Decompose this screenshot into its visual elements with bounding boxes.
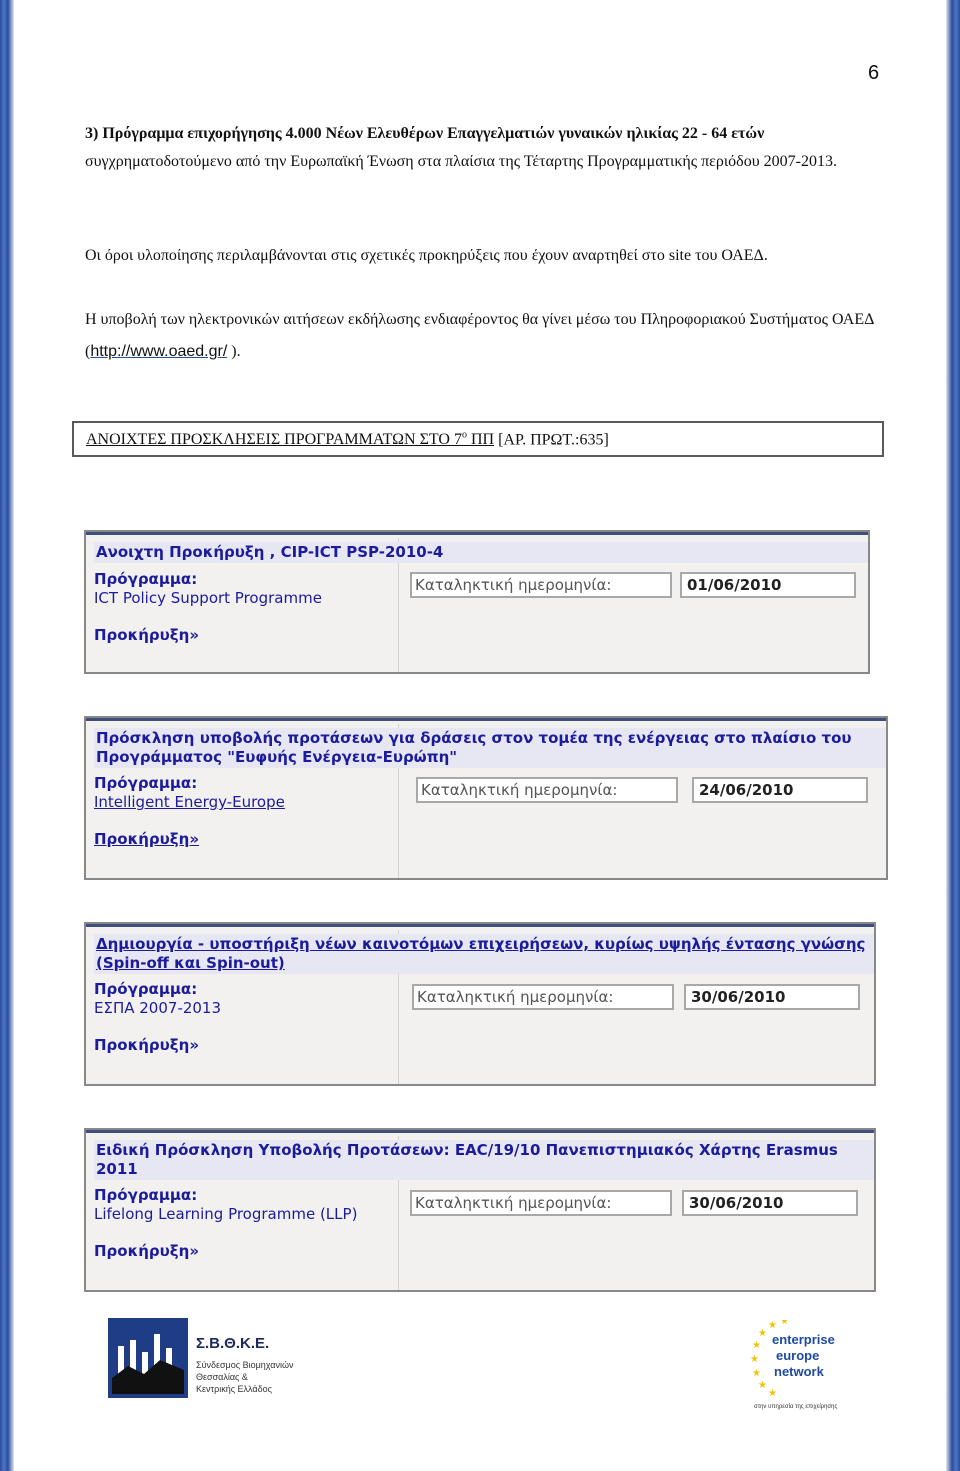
program-name: ICT Policy Support Programme	[94, 589, 322, 607]
program-label: Πρόγραμμα:	[94, 1186, 198, 1204]
program-label: Πρόγραμμα:	[94, 980, 198, 998]
page-number: 6	[868, 62, 880, 84]
oaed-link[interactable]: http://www.oaed.gr/	[90, 343, 228, 360]
svg-text:★: ★	[768, 1320, 777, 1331]
heading-main	[86, 431, 494, 448]
heading-sup: ο	[461, 430, 467, 441]
call-title: Ανοιχτη Προκήρυξη , CIP-ICT PSP-2010-4	[94, 542, 868, 563]
een-line3: network	[774, 1364, 824, 1379]
right-edge-border	[946, 0, 960, 1471]
program-name[interactable]: Intelligent Energy-Europe	[94, 793, 285, 811]
deadline-value: 30/06/2010	[682, 1190, 858, 1216]
call-link[interactable]: Προκήρυξη»	[94, 626, 200, 644]
svbke-line3: Κεντρικής Ελλάδος	[196, 1384, 272, 1394]
deadline-label: Καταληκτική ημερομηνία:	[410, 572, 672, 598]
program-name: Lifelong Learning Programme (LLP)	[94, 1205, 358, 1223]
deadline-label: Καταληκτική ημερομηνία:	[416, 777, 678, 803]
svg-text:★: ★	[758, 1380, 767, 1391]
open-calls-heading	[86, 430, 609, 449]
een-stars-icon	[750, 1320, 846, 1412]
een-line1: enterprise	[772, 1332, 835, 1347]
deadline-label: Καταληκτική ημερομηνία:	[412, 984, 674, 1010]
svg-text:★: ★	[780, 1320, 789, 1327]
left-edge-border	[0, 0, 14, 1471]
een-tagline: στην υπηρεσία της επιχείρησης	[754, 1404, 838, 1410]
svbke-line1: Σύνδεσμος Βιομηχανιών	[196, 1360, 294, 1370]
svg-text:★: ★	[768, 1388, 777, 1399]
svg-text:★: ★	[758, 1328, 767, 1339]
svg-text:★: ★	[752, 1340, 761, 1351]
paragraph-submission	[85, 304, 875, 368]
een-logo	[750, 1320, 846, 1412]
program-name: ΕΣΠΑ 2007-2013	[94, 999, 222, 1017]
paragraph-submission-end: ).	[227, 343, 241, 360]
paragraph-terms: Οι όροι υλοποίησης περιλαμβάνονται στις σχετικές προκηρύξεις που έχουν αναρτηθεί στο site του ΟΑΕΔ.	[85, 247, 768, 264]
paragraph-program-bold: 3) Πρόγραμμα επιχορήγησης 4.000 Νέων Ελευθέρων Επαγγελματιών γυναικών ηλικίας 22 - 64 ετών	[85, 125, 765, 142]
call-title: Ειδική Πρόσκληση Υποβολής Προτάσεων: EAC/19/10 Πανεπιστημιακός Χάρτης Erasmus 2011	[94, 1140, 874, 1180]
een-line2: europe	[776, 1348, 820, 1363]
svbke-line2: Θεσσαλίας &	[196, 1372, 248, 1382]
svg-text:★: ★	[752, 1368, 761, 1379]
call-title: Πρόσκληση υποβολής προτάσεων για δράσεις στον τομέα της ενέργειας στο πλαίσιο του Προγράμματος "Ευφυής Ενέργεια-Ευρώπη"	[94, 728, 886, 768]
svbke-logo	[108, 1318, 308, 1398]
call-card-1	[84, 530, 870, 674]
svbke-factory-icon	[108, 1318, 308, 1398]
open-calls-heading-box	[72, 421, 884, 457]
call-link[interactable]: Προκήρυξη»	[94, 1242, 200, 1260]
paragraph-submission-text: Η υποβολή των ηλεκτρονικών αιτήσεων εκδήλωσης ενδιαφέροντος θα γίνει μέσω του Πληροφοριακού Συστήματος ΟΑΕΔ (	[85, 311, 874, 360]
call-link[interactable]: Προκήρυξη»	[94, 1036, 200, 1054]
heading-pp: ΠΠ	[466, 431, 495, 449]
paragraph-program	[85, 120, 875, 176]
deadline-value: 01/06/2010	[680, 572, 856, 598]
program-label: Πρόγραμμα:	[94, 570, 198, 588]
deadline-value: 30/06/2010	[684, 984, 860, 1010]
svg-text:★: ★	[750, 1354, 759, 1365]
deadline-value: 24/06/2010	[692, 777, 868, 803]
heading-ref: [ΑΡ. ΠΡΩΤ.:635]	[494, 431, 609, 449]
call-title[interactable]: Δημιουργία - υποστήριξη νέων καινοτόμων επιχειρήσεων, κυρίως υψηλής έντασης γνώσης (Spin-off και Spin-out)	[94, 934, 874, 974]
paragraph-program-rest: συγχρηματοδοτούμενο από την Ευρωπαϊκή Ένωση στα πλαίσια της Τέταρτης Προγραμματικής περιόδου 2007-2013.	[85, 153, 837, 170]
heading-main-text: ΑΝΟΙΧΤΕΣ ΠΡΟΣΚΛΗΣΕΙΣ ΠΡΟΓΡΑΜΜΑΤΩΝ ΣΤΟ 7	[86, 431, 462, 449]
program-label: Πρόγραμμα:	[94, 774, 198, 792]
call-link[interactable]: Προκήρυξη»	[94, 830, 200, 848]
call-card-4	[84, 1128, 876, 1292]
call-card-3	[84, 922, 876, 1086]
deadline-label: Καταληκτική ημερομηνία:	[410, 1190, 672, 1216]
call-card-2	[84, 716, 888, 880]
svbke-abbr: Σ.Β.Θ.Κ.Ε.	[196, 1335, 270, 1352]
